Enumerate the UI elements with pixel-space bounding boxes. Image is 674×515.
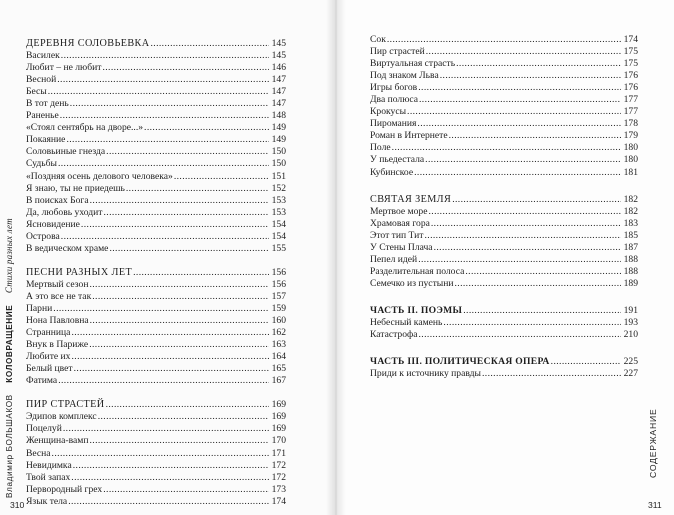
- toc-entry: Невидимка . . . 172: [26, 460, 286, 472]
- toc-entry: Бесы . . . 147: [26, 86, 286, 98]
- toc-entry: Фатима . . . 167: [26, 375, 286, 387]
- toc-entry: Приди к источнику правды . . . 227: [370, 368, 638, 380]
- toc-entry: Белый цвет . . . 165: [26, 363, 286, 375]
- toc-entry: В поисках Бога . . . 153: [26, 195, 286, 207]
- toc-entry: У Стены Плача . . . 187: [370, 242, 638, 254]
- toc-right: [370, 34, 638, 380]
- toc-entry: Нона Павловна . . . 160: [26, 315, 286, 327]
- toc-heading: ПИР СТРАСТЕЙ . . . 169: [26, 399, 286, 411]
- toc-entry: Игры богов . . . 176: [370, 82, 638, 94]
- toc-entry: Храмовая гора . . . 183: [370, 218, 638, 230]
- toc-entry: Небесный камень . . . 193: [370, 317, 638, 329]
- toc-spacer: [370, 341, 638, 356]
- toc-entry: Мертвое море . . . 182: [370, 206, 638, 218]
- toc-left: [26, 38, 286, 508]
- toc-entry: У пьедестала . . . 180: [370, 154, 638, 166]
- toc-entry: Весной . . . 147: [26, 74, 286, 86]
- toc-entry: Семечко из пустыни . . . 189: [370, 278, 638, 290]
- toc-heading: СВЯТАЯ ЗЕМЛЯ . . . 182: [370, 194, 638, 206]
- toc-entry: Кубинское . . . 181: [370, 167, 638, 179]
- page-number-right: 311: [648, 500, 662, 510]
- toc-entry: Покаяние . . . 149: [26, 134, 286, 146]
- right-page: [336, 0, 674, 515]
- toc-entry: Язык тела . . . 174: [26, 496, 286, 508]
- toc-heading: ДЕРЕВНЯ СОЛОВЬЕВКА . . . 145: [26, 38, 286, 50]
- toc-entry: Этот тип Тит . . . 185: [370, 230, 638, 242]
- toc-entry: Женщина-вамп . . . 170: [26, 435, 286, 447]
- toc-entry: Крокусы . . . 177: [370, 106, 638, 118]
- toc-entry: Весна . . . 171: [26, 448, 286, 460]
- running-header-right: СОДЕРЖАНИЕ: [648, 408, 658, 478]
- toc-spacer: [26, 255, 286, 267]
- toc-entry: В тот день . . . 147: [26, 98, 286, 110]
- toc-part-heading: ЧАСТЬ II. ПОЭМЫ . . . 191: [370, 305, 638, 317]
- toc-entry: Пепел идей . . . 188: [370, 254, 638, 266]
- running-header-left: [4, 218, 14, 498]
- toc-spacer: [370, 290, 638, 305]
- toc-entry: Два полюса . . . 177: [370, 94, 638, 106]
- left-page: [0, 0, 336, 515]
- toc-entry: Острова . . . 154: [26, 231, 286, 243]
- toc-entry: Пир страстей . . . 175: [370, 46, 638, 58]
- toc-entry: Поле . . . 180: [370, 142, 638, 154]
- toc-entry: Сок . . . 174: [370, 34, 638, 46]
- toc-entry: Судьбы . . . 150: [26, 158, 286, 170]
- running-subtitle: Стихи разных лет: [4, 218, 14, 294]
- toc-entry: Раненье . . . 148: [26, 110, 286, 122]
- toc-entry: Виртуальная страсть . . . 175: [370, 58, 638, 70]
- toc-entry: Ясновидение . . . 154: [26, 219, 286, 231]
- toc-entry: «Стоял сентябрь на дворе...» . . . 149: [26, 122, 286, 134]
- page-number-left: 310: [10, 500, 25, 510]
- toc-entry: Поцелуй . . . 169: [26, 423, 286, 435]
- toc-entry: «Поздняя осень делового человека» . . . 151: [26, 171, 286, 183]
- toc-entry: Да, любовь уходит . . . 153: [26, 207, 286, 219]
- toc-entry: Парни . . . 159: [26, 303, 286, 315]
- toc-entry: Первородный грех . . . 173: [26, 484, 286, 496]
- toc-part-heading: ЧАСТЬ III. ПОЛИТИЧЕСКАЯ ОПЕРА . . . 225: [370, 356, 638, 368]
- toc-entry: Под знаком Льва . . . 176: [370, 70, 638, 82]
- toc-entry: В ведическом храме . . . 155: [26, 243, 286, 255]
- toc-entry: Роман в Интернете . . . 179: [370, 130, 638, 142]
- toc-entry: Эдипов комплекс . . . 169: [26, 411, 286, 423]
- toc-entry: Катастрофа . . . 210: [370, 329, 638, 341]
- toc-entry: Твой запах . . . 172: [26, 472, 286, 484]
- toc-entry: Соловьиные гнезда . . . 150: [26, 146, 286, 158]
- running-author: Владимир БОЛЬШАКОВ: [5, 394, 14, 498]
- toc-entry: Мертвый сезон . . . 156: [26, 279, 286, 291]
- toc-entry: Внук в Париже . . . 163: [26, 339, 286, 351]
- toc-entry: А это все не так . . . 157: [26, 291, 286, 303]
- toc-entry: Пиромания . . . 178: [370, 118, 638, 130]
- toc-entry: Странница . . . 162: [26, 327, 286, 339]
- toc-heading: ПЕСНИ РАЗНЫХ ЛЕТ . . . 156: [26, 267, 286, 279]
- toc-entry: Разделительная полоса . . . 188: [370, 266, 638, 278]
- toc-spacer: [26, 387, 286, 399]
- toc-entry: Любите их . . . 164: [26, 351, 286, 363]
- book-gutter: [326, 0, 346, 515]
- toc-spacer: [370, 179, 638, 194]
- toc-entry: Василек . . . 145: [26, 50, 286, 62]
- toc-entry: Я знаю, ты не приедешь . . . 152: [26, 183, 286, 195]
- running-title: КОЛОВРАЩЕНИЕ: [5, 304, 14, 383]
- toc-entry: Любит – не любит . . . 146: [26, 62, 286, 74]
